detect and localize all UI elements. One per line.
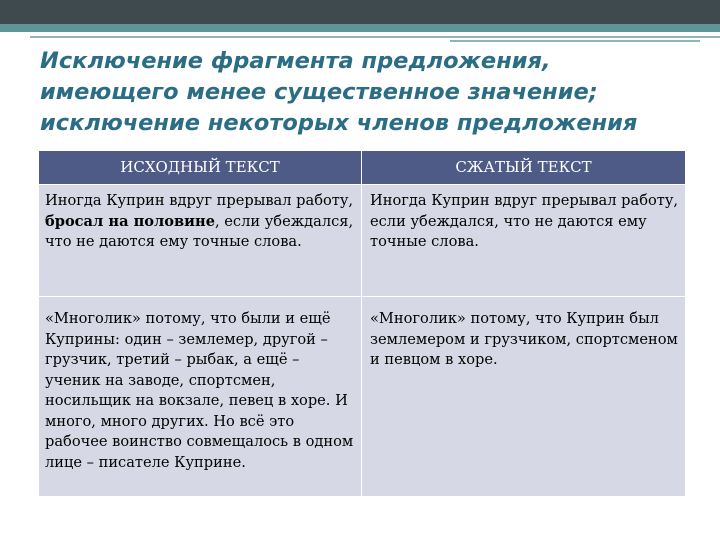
table-header-row [39, 151, 686, 185]
slide-title-line-2: имеющего менее существенное значение; [40, 79, 598, 105]
slide-title-line-1: Исключение фрагмента предложения, [40, 48, 551, 74]
slide-title-line-3: исключение некоторых членов предложения [40, 110, 638, 136]
header-compressed-text: СЖАТЫЙ ТЕКСТ [362, 151, 686, 185]
slide-title [40, 46, 710, 139]
top-band-dark [0, 0, 720, 24]
source-cell-1-text-start: Иногда Куприн вдруг прерывал работу, [45, 192, 354, 209]
comparison-table [38, 150, 686, 497]
source-cell-1-text-end: , если убеждался, что не даются ему точные слова. [45, 212, 354, 250]
header-source-text: ИСХОДНЫЙ ТЕКСТ [39, 151, 362, 185]
source-cell-1-bold-fragment: бросал на половине [45, 212, 215, 230]
table-row [39, 185, 686, 297]
source-cell-1 [39, 185, 362, 297]
source-cell-2: «Многолик» потому, что были и ещё Куприны: один – землемер, другой – грузчик, третий – рыбак, а ещё – ученик на заводе, спортсмен, носильщик на вокзале, певец в хоре. И много, много других. Но всё это рабочее воинство совмещалось в одном лице – писателе Куприне. [39, 297, 362, 497]
compressed-cell-2: «Многолик» потому, что Куприн был землемером и грузчиком, спортсменом и певцом в хоре. [362, 297, 686, 497]
compressed-cell-1: Иногда Куприн вдруг прерывал работу, если убеждался, что не даются ему точные слова. [362, 185, 686, 297]
table-row [39, 297, 686, 497]
decorative-line-long [30, 36, 720, 38]
decorative-lines [30, 36, 720, 46]
decorative-line-short [450, 40, 700, 42]
top-band-teal [0, 24, 720, 32]
